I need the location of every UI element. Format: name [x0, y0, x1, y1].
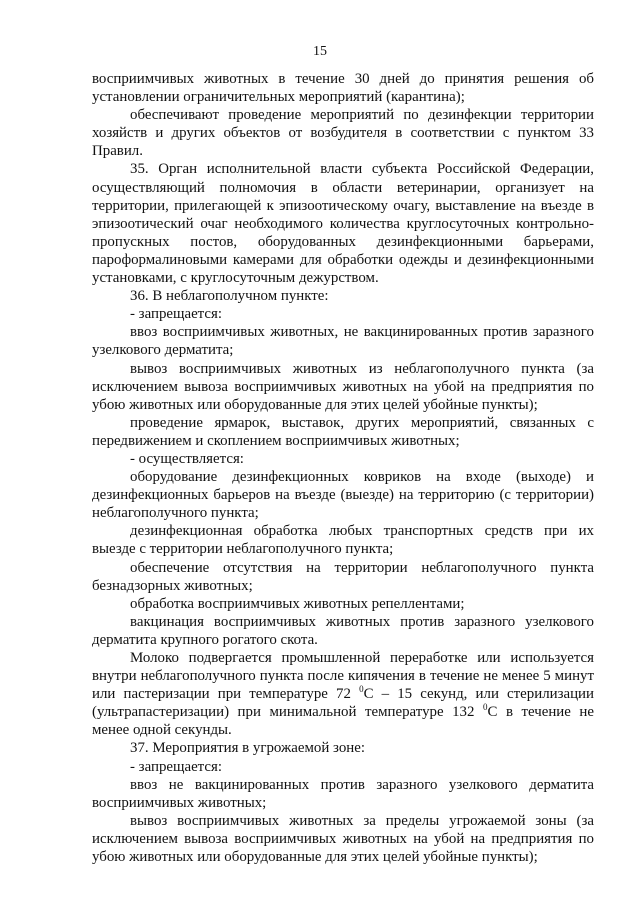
paragraph: ввоз восприимчивых животных, не вакцинированных против заразного узелкового дерматита;: [92, 324, 594, 359]
paragraph: - осуществляется:: [130, 450, 244, 467]
paragraph: 36. В неблагополучном пункте:: [130, 288, 329, 305]
paragraph: обработка восприимчивых животных репеллентами;: [130, 595, 465, 612]
milk-text-middle: С – 15 секунд, или стерилизации (ультрапастеризации) при минимальной температуре 132: [92, 686, 594, 721]
paragraph: дезинфекционная обработка любых транспортных средств при их выезде с территории неблагополучного пункта;: [92, 523, 594, 558]
paragraph-group-1: [92, 70, 594, 649]
milk-text-start: Молоко подвергается промышленной переработке или используется внутри неблагополучного пункта после кипячения в течение не менее 5 минут или пастеризации при температуре 72: [92, 650, 594, 703]
page-number: 15: [313, 44, 327, 59]
paragraph: 35. Орган исполнительной власти субъекта Российской Федерации, осуществляющий полномочия в области ветеринарии, организует на территории, прилегающей к эпизоотическому очагу, выставление на въезде в эпизоотический очаг необходимого количества круглосуточных контрольно-пропускных постов, оборудованных дезинфекционными барьерами, пароформалиновыми камерами для обработки одежды и дезинфекционными установками, с круглосуточным дежурством.: [92, 161, 594, 287]
paragraph: - запрещается:: [130, 306, 222, 323]
paragraph: обеспечивают проведение мероприятий по дезинфекции территории хозяйств и других объектов от возбудителя в соответствии с пунктом 33 Правил.: [92, 107, 594, 160]
paragraph: ввоз не вакцинированных против заразного узелкового дерматита восприимчивых животных;: [92, 776, 594, 811]
degree-superscript-1: 0: [359, 684, 364, 695]
paragraph-milk-temperature: [92, 649, 594, 739]
paragraph: вакцинация восприимчивых животных против заразного узелкового дерматита крупного рогатого скота.: [92, 613, 594, 648]
paragraph: проведение ярмарок, выставок, других мероприятий, связанных с передвижением и скоплением восприимчивых животных;: [92, 414, 594, 449]
paragraph: оборудование дезинфекционных ковриков на входе (выходе) и дезинфекционных барьеров на въезде (выезде) на территорию (с территории) неблагополучного пункта;: [92, 469, 594, 522]
paragraph: - запрещается:: [130, 758, 222, 775]
paragraph: вывоз восприимчивых животных за пределы угрожаемой зоны (за исключением вывоза восприимчивых животных на убой на предприятия по убою животных или оборудованные для этих целей убойные пункты);: [92, 812, 594, 866]
document-body: [92, 70, 594, 866]
paragraph: 37. Мероприятия в угрожаемой зоне:: [130, 740, 366, 757]
paragraph: вывоз восприимчивых животных из неблагополучного пункта (за исключением вывоза восприимчивых животных на убой на предприятия по убою животных или оборудованные для этих целей убойные пункты);: [92, 360, 594, 413]
paragraph-group-2: [92, 739, 594, 866]
degree-superscript-2: 0: [482, 702, 488, 713]
paragraph: обеспечение отсутствия на территории неблагополучного пункта безнадзорных животных;: [92, 559, 594, 594]
paragraph: восприимчивых животных в течение 30 дней до принятия решения об установлении ограничительных мероприятий (карантина);: [92, 71, 594, 106]
milk-text-end: С в течение не менее одной секунды.: [92, 704, 594, 739]
